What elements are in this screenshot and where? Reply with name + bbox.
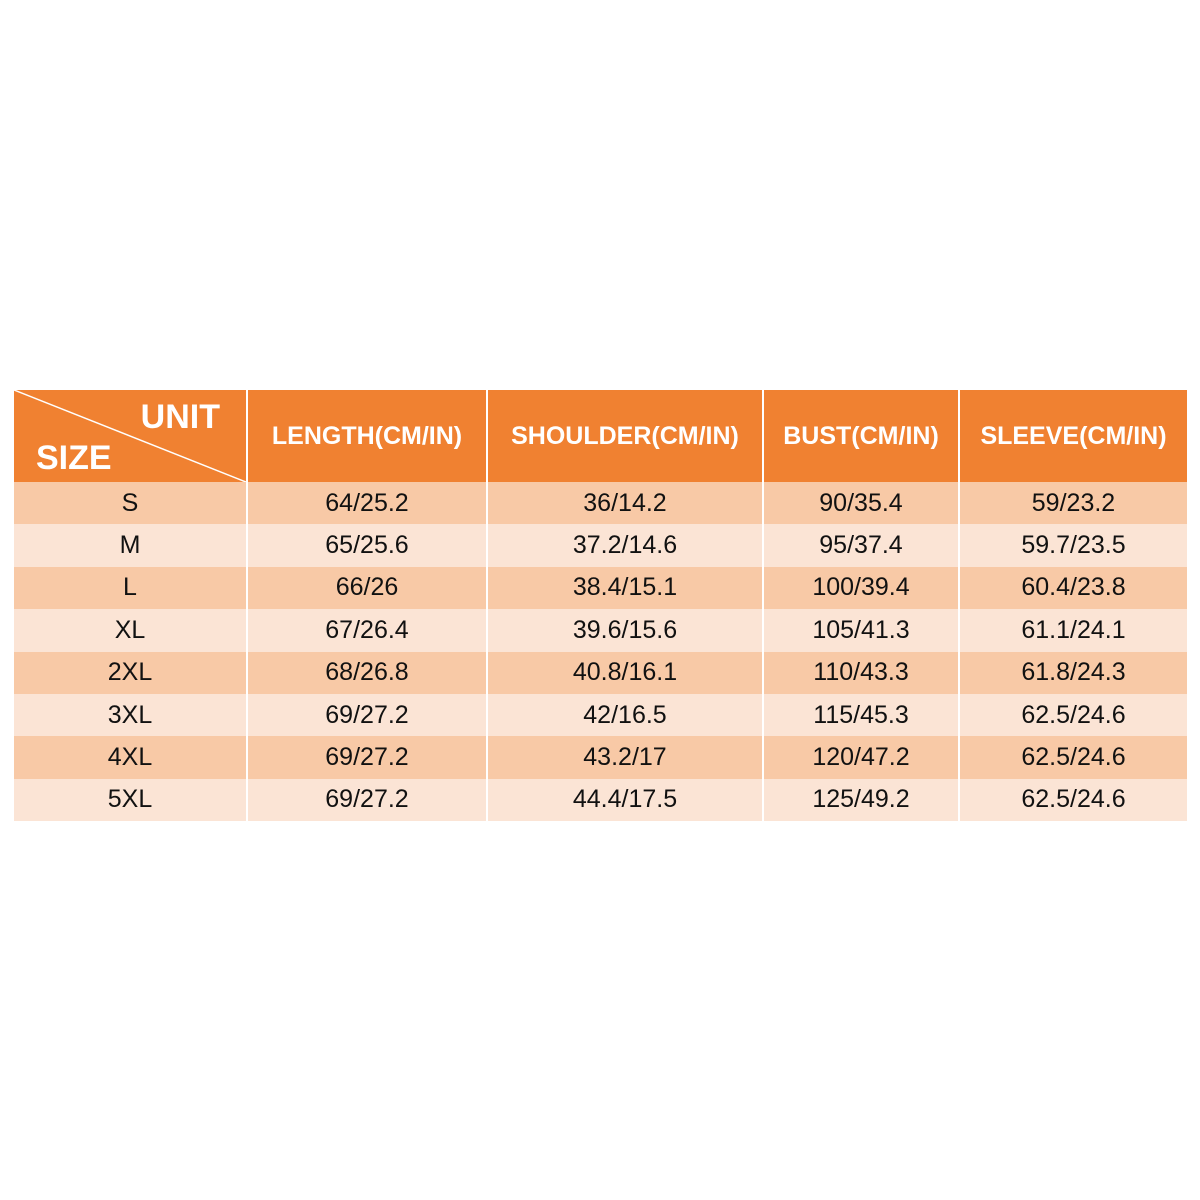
sleeve-cell: 62.5/24.6 — [959, 779, 1187, 821]
column-header-bust: BUST(CM/IN) — [763, 390, 959, 482]
bust-cell: 90/35.4 — [763, 482, 959, 524]
length-cell: 69/27.2 — [247, 694, 487, 736]
shoulder-cell: 38.4/15.1 — [487, 567, 763, 609]
table-row — [14, 736, 1187, 778]
table-row — [14, 779, 1187, 821]
table-row — [14, 694, 1187, 736]
column-header-length: LENGTH(CM/IN) — [247, 390, 487, 482]
column-header-sleeve: SLEEVE(CM/IN) — [959, 390, 1187, 482]
size-chart-table — [14, 390, 1187, 821]
length-cell: 65/25.6 — [247, 524, 487, 566]
table-row — [14, 567, 1187, 609]
column-header-shoulder: SHOULDER(CM/IN) — [487, 390, 763, 482]
length-cell: 69/27.2 — [247, 736, 487, 778]
sleeve-cell: 62.5/24.6 — [959, 736, 1187, 778]
bust-cell: 95/37.4 — [763, 524, 959, 566]
table-row — [14, 482, 1187, 524]
shoulder-cell: 42/16.5 — [487, 694, 763, 736]
size-cell: L — [14, 567, 247, 609]
size-label: SIZE — [36, 439, 112, 477]
shoulder-cell: 43.2/17 — [487, 736, 763, 778]
sleeve-cell: 59.7/23.5 — [959, 524, 1187, 566]
header-row — [14, 390, 1187, 482]
shoulder-cell: 36/14.2 — [487, 482, 763, 524]
shoulder-cell: 44.4/17.5 — [487, 779, 763, 821]
sleeve-cell: 60.4/23.8 — [959, 567, 1187, 609]
shoulder-cell: 37.2/14.6 — [487, 524, 763, 566]
length-cell: 69/27.2 — [247, 779, 487, 821]
bust-cell: 120/47.2 — [763, 736, 959, 778]
bust-cell: 105/41.3 — [763, 609, 959, 651]
length-cell: 67/26.4 — [247, 609, 487, 651]
bust-cell: 100/39.4 — [763, 567, 959, 609]
bust-cell: 115/45.3 — [763, 694, 959, 736]
size-cell: M — [14, 524, 247, 566]
size-cell: 4XL — [14, 736, 247, 778]
shoulder-cell: 40.8/16.1 — [487, 652, 763, 694]
unit-label: UNIT — [140, 398, 220, 436]
table-row — [14, 652, 1187, 694]
length-cell: 68/26.8 — [247, 652, 487, 694]
sleeve-cell: 59/23.2 — [959, 482, 1187, 524]
corner-header-cell — [14, 390, 247, 482]
size-cell: XL — [14, 609, 247, 651]
size-cell: 2XL — [14, 652, 247, 694]
table-row — [14, 609, 1187, 651]
length-cell: 66/26 — [247, 567, 487, 609]
size-cell: S — [14, 482, 247, 524]
table-row — [14, 524, 1187, 566]
sleeve-cell: 61.1/24.1 — [959, 609, 1187, 651]
sleeve-cell: 62.5/24.6 — [959, 694, 1187, 736]
size-cell: 5XL — [14, 779, 247, 821]
sleeve-cell: 61.8/24.3 — [959, 652, 1187, 694]
length-cell: 64/25.2 — [247, 482, 487, 524]
bust-cell: 125/49.2 — [763, 779, 959, 821]
size-cell: 3XL — [14, 694, 247, 736]
bust-cell: 110/43.3 — [763, 652, 959, 694]
shoulder-cell: 39.6/15.6 — [487, 609, 763, 651]
